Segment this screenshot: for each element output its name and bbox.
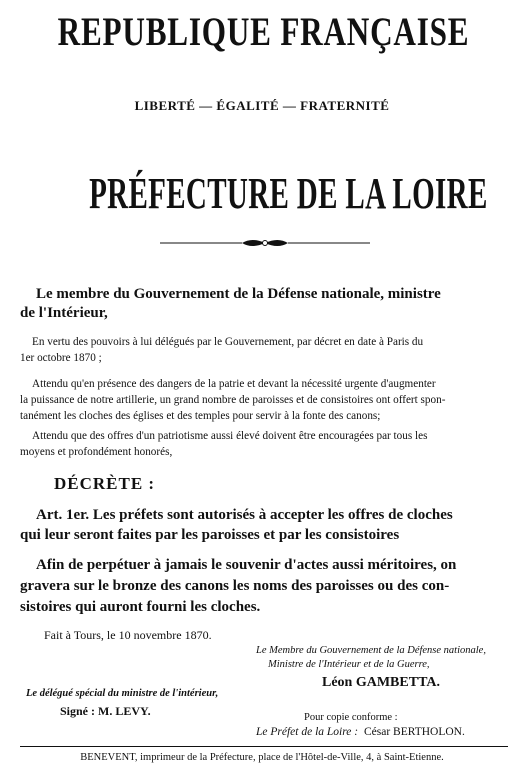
attendu2-line-2: moyens et profondément honorés, [20,446,173,458]
prefet-name: César BERTHOLON. [363,726,465,738]
article1-line-2: qui leur seront faites par les paroisses et par les consistoires [20,527,400,543]
printer-footer: BENEVENT, imprimeur de la Préfecture, place de l'Hôtel-de-Ville, 4, à Saint-Etienne. [80,752,444,763]
republique-title: REPUBLIQUE FRANÇAISE [57,9,470,54]
attendu2-line-1: Attendu que des offres d'un patriotisme aussi élevé doivent être encouragées par tous les [32,430,428,442]
attendu1-line-1: Attendu qu'en présence des dangers de la patrie et devant la nécessité urgente d'augmenter [32,378,436,390]
article2-line-3: sistoires qui auront fourni les cloches. [20,599,261,615]
decrete-heading: DÉCRÈTE : [54,474,156,493]
prefet-title: Le Préfet de la Loire : [256,726,359,738]
motto: LIBERTÉ — ÉGALITÉ — FRATERNITÉ [134,98,390,113]
preamble-heading-2: de l'Intérieur, [20,305,108,321]
attendu1-line-3: tanément les cloches des églises et des temples pour servir à la fonte des canons; [20,410,381,422]
member-title-2: Ministre de l'Intérieur et de la Guerre, [268,659,430,670]
copy-conforme: Pour copie conforme : [304,712,398,723]
prefecture-title: PRÉFECTURE DE LA LOIRE [89,169,488,218]
footer-rule [20,746,508,747]
delegate-title: Le délégué spécial du ministre de l'intérieur, [26,688,219,699]
prefet-signature [256,726,465,738]
vertu-line-2: 1er octobre 1870 ; [20,352,102,364]
vertu-line-1: En vertu des pouvoirs à lui délégués par le Gouvernement, par décret en date à Paris du [32,336,424,348]
attendu1-line-2: la puissance de notre artillerie, un grand nombre de paroisses et de consistoires ont offert spon- [20,394,446,406]
delegate-signature: Signé : M. LEVY. [60,704,151,718]
member-title-1: Le Membre du Gouvernement de la Défense nationale, [256,645,486,656]
ornament-divider [160,236,370,250]
article2-line-2: gravera sur le bronze des canons les noms des paroisses ou des con- [20,578,450,594]
place-date: Fait à Tours, le 10 novembre 1870. [44,628,212,642]
preamble-heading-1: Le membre du Gouvernement de la Défense nationale, ministre [36,286,441,302]
member-signature: Léon GAMBETTA. [322,675,440,690]
article2-line-1: Afin de perpétuer à jamais le souvenir d'actes aussi méritoires, on [36,557,457,573]
article1-line-1: Art. 1er. Les préfets sont autorisés à accepter les offres de cloches [36,507,453,523]
